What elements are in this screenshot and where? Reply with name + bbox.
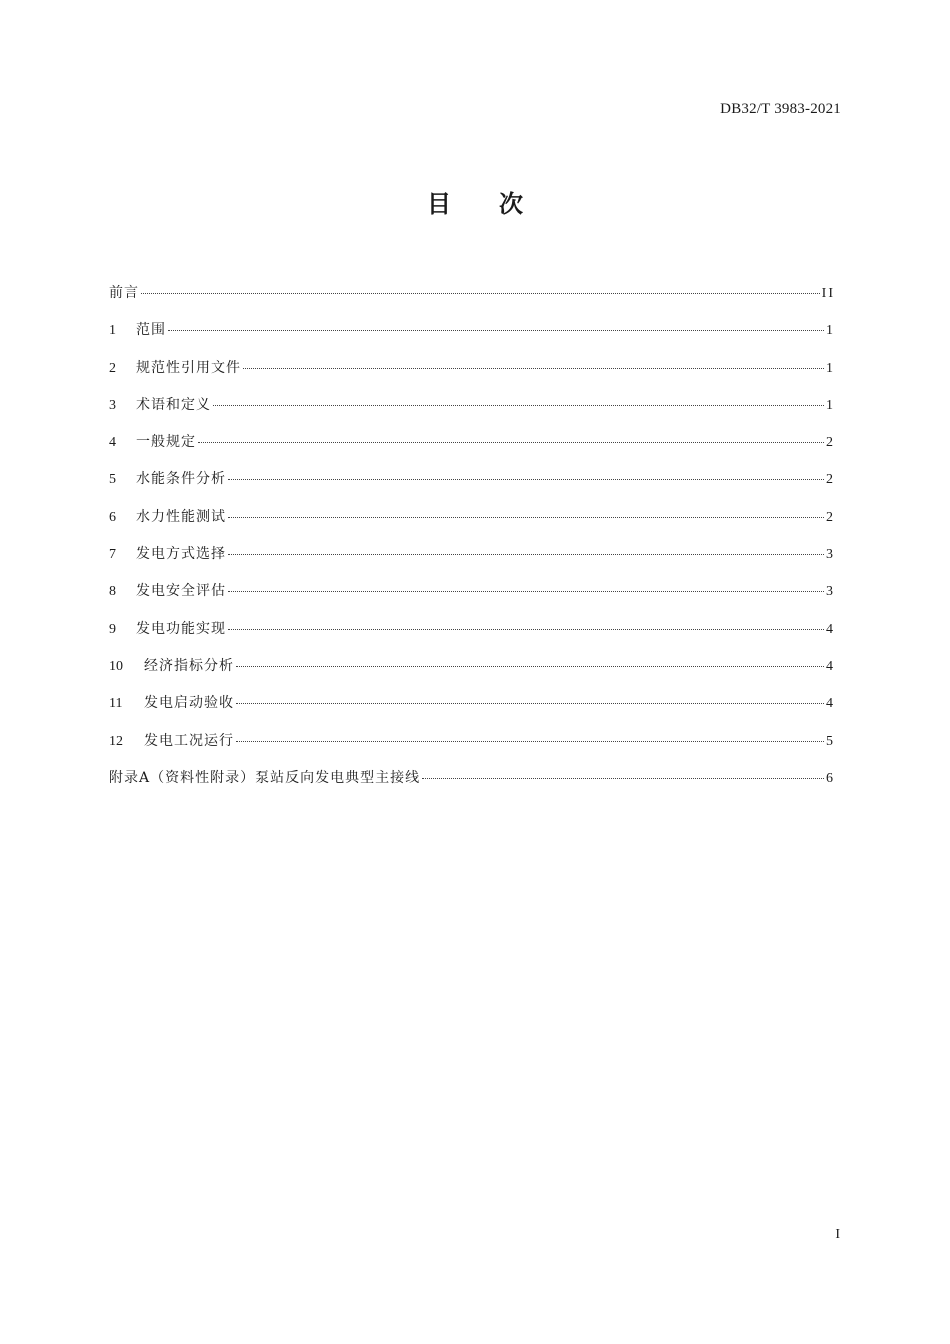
toc-entry-number: 4 [109,435,116,451]
toc-entry-page: 2 [826,472,835,488]
toc-entry-page: II [821,286,835,301]
toc-entry-number: 5 [109,472,116,488]
toc-leader-dots [236,703,824,704]
toc-entry-title: 发电功能实现 [136,620,226,637]
toc-entry-6[interactable] [109,506,833,543]
toc-entry-page: 1 [826,360,835,376]
toc-entry-number: 1 [109,323,116,339]
toc-entry-title: 术语和定义 [136,396,211,413]
toc-entry-number: 9 [109,621,116,637]
toc-entry-appendix-a[interactable] [109,767,833,804]
toc-entry-title: 水力性能测试 [136,508,226,525]
toc-entry-number: 10 [109,658,123,674]
toc-entry-8[interactable] [109,580,833,617]
toc-entry-page: 3 [826,584,835,600]
toc-entry-title: 前言 [109,285,139,301]
toc-title: 目次 [427,190,571,218]
toc-leader-dots [236,741,824,742]
toc-entry-title: 范围 [136,322,166,339]
toc-entry-title: 发电工况运行 [144,732,234,749]
toc-entry-11[interactable] [109,692,833,729]
toc-leader-dots [141,293,820,294]
toc-entry-4[interactable] [109,431,833,468]
toc-entry-7[interactable] [109,543,833,580]
toc-entry-page: 4 [826,621,835,637]
document-code: DB32/T 3983-2021 [720,101,841,117]
toc-entry-page: 6 [826,770,835,786]
toc-entry-page: 5 [826,733,835,749]
toc-entry-number: 8 [109,584,116,600]
toc-entry-2[interactable] [109,357,833,394]
toc-entry-number: 3 [109,397,116,413]
toc-entry-title: 规范性引用文件 [136,359,241,376]
toc-entry-number: 12 [109,733,123,749]
toc-entry-page: 4 [826,658,835,674]
toc-entry-title: 附录A（资料性附录）泵站反向发电典型主接线 [109,769,421,786]
toc-leader-dots [422,778,824,779]
toc-entry-12[interactable] [109,730,833,767]
toc-leader-dots [243,368,824,369]
toc-entry-number: 2 [109,360,116,376]
toc-entry-title: 发电安全评估 [136,583,226,600]
toc-entry-page: 2 [826,435,835,451]
toc-leader-dots [198,442,824,443]
toc-entry-page: 3 [826,547,835,563]
table-of-contents [109,282,833,804]
toc-leader-dots [228,517,824,518]
toc-entry-title: 水能条件分析 [136,471,226,488]
toc-entry-page: 1 [826,323,835,339]
toc-entry-page: 1 [826,397,835,413]
toc-entry-1[interactable] [109,319,833,356]
toc-leader-dots [228,591,824,592]
toc-entry-page: 2 [826,509,835,525]
toc-leader-dots [228,629,824,630]
toc-leader-dots [228,554,824,555]
toc-leader-dots [228,479,824,480]
toc-entry-9[interactable] [109,618,833,655]
toc-entry-title: 发电启动验收 [144,695,234,712]
toc-entry-page: 4 [826,696,835,712]
toc-entry-title: 经济指标分析 [144,657,234,674]
toc-entry-number: 6 [109,509,116,525]
toc-entry-foreword[interactable] [109,282,833,319]
toc-leader-dots [236,666,824,667]
toc-entry-10[interactable] [109,655,833,692]
toc-entry-title: 发电方式选择 [136,546,226,563]
toc-entry-title: 一般规定 [136,434,196,451]
toc-entry-number: 11 [109,696,123,712]
page-number: I [835,1227,840,1242]
toc-entry-number: 7 [109,547,116,563]
toc-leader-dots [168,330,824,331]
toc-entry-3[interactable] [109,394,833,431]
toc-leader-dots [213,405,824,406]
toc-entry-5[interactable] [109,468,833,505]
